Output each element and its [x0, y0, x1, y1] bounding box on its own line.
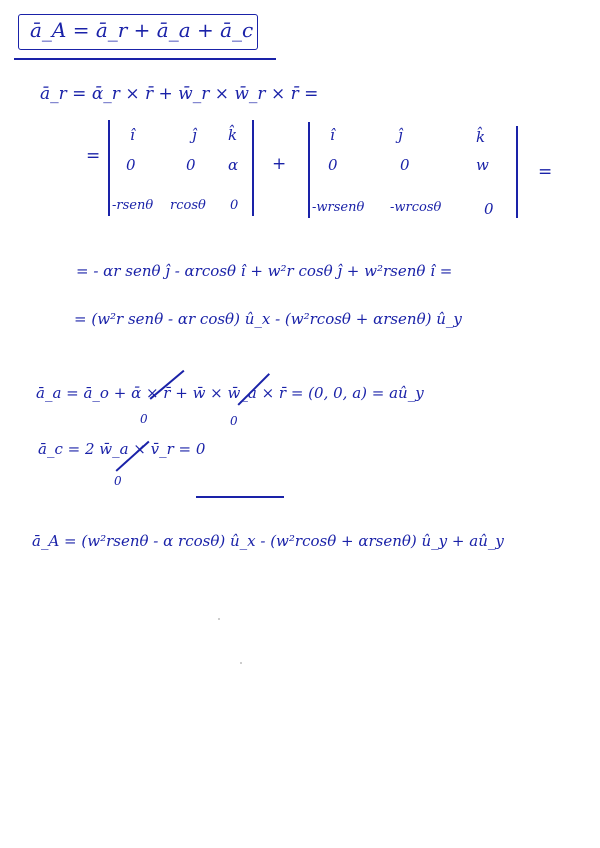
matrix2-r2c3: w	[476, 156, 489, 174]
matrix2-r3c3: 0	[484, 200, 494, 218]
matrix1-r3c1: -rsenθ	[112, 198, 154, 213]
aa-zero-note: 0	[230, 414, 238, 428]
ar-expansion-line: = - αr senθ ĵ - αrcosθ î + w²r cosθ ĵ + w²rsenθ î =	[76, 262, 453, 280]
ac-line: ā_c = 2 w̄_a × v̄_r = 0	[38, 440, 206, 458]
matrix1-r1c2: ĵ	[192, 126, 197, 144]
matrix1-r1c1: î	[130, 126, 135, 144]
matrix1-r3c3: 0	[230, 198, 239, 213]
matrix1-r2c3: α	[228, 156, 239, 174]
header-equation: ā_A = ā_r + ā_a + ā_c	[30, 18, 254, 42]
matrix1-r2c2: 0	[186, 156, 196, 174]
aa-zero-note: 0	[140, 412, 148, 426]
matrix2-r2c2: 0	[400, 156, 410, 174]
section-divider	[196, 496, 284, 498]
matrix2-r1c2: ĵ	[398, 126, 403, 144]
final-equation: ā_A = (w²rsenθ - α rcosθ) û_x - (w²rcosθ + αrsenθ) û_y + aû_y	[32, 532, 504, 550]
matrix2-r3c2: -wrcosθ	[390, 200, 442, 215]
matrix-suffix: =	[538, 162, 553, 182]
matrix1-r2c1: 0	[126, 156, 136, 174]
matrix2-r2c1: 0	[328, 156, 338, 174]
aa-line: ā_a = ā_o + ᾱ × r̄ + w̄ × w̄_a × r̄ = (0, 0, a) = aû_y	[36, 384, 424, 402]
ac-zero-note: 0	[114, 474, 122, 488]
matrix2-left-bar	[308, 122, 310, 218]
ar-definition: ā_r = ᾱ_r × r̄ + w̄_r × w̄_r × r̄ =	[40, 84, 319, 104]
matrix2-r1c3: k̂	[476, 128, 486, 146]
matrix2-r3c1: -wrsenθ	[312, 200, 365, 215]
matrix1-r1c3: k̂	[228, 126, 238, 144]
matrix2-r1c1: î	[330, 126, 335, 144]
header-underline	[14, 58, 276, 60]
scan-speck	[240, 662, 242, 664]
plus-sign: +	[272, 154, 287, 174]
matrix1-left-bar	[108, 120, 110, 216]
matrix1-r3c2: rcosθ	[170, 198, 206, 213]
ar-result-line: = (w²r senθ - αr cosθ) û_x - (w²rcosθ + αrsenθ) û_y	[74, 310, 462, 328]
matrix1-right-bar	[252, 120, 254, 216]
matrix2-right-bar	[516, 126, 518, 218]
scan-speck	[218, 618, 220, 620]
matrix1-prefix: =	[86, 146, 101, 166]
